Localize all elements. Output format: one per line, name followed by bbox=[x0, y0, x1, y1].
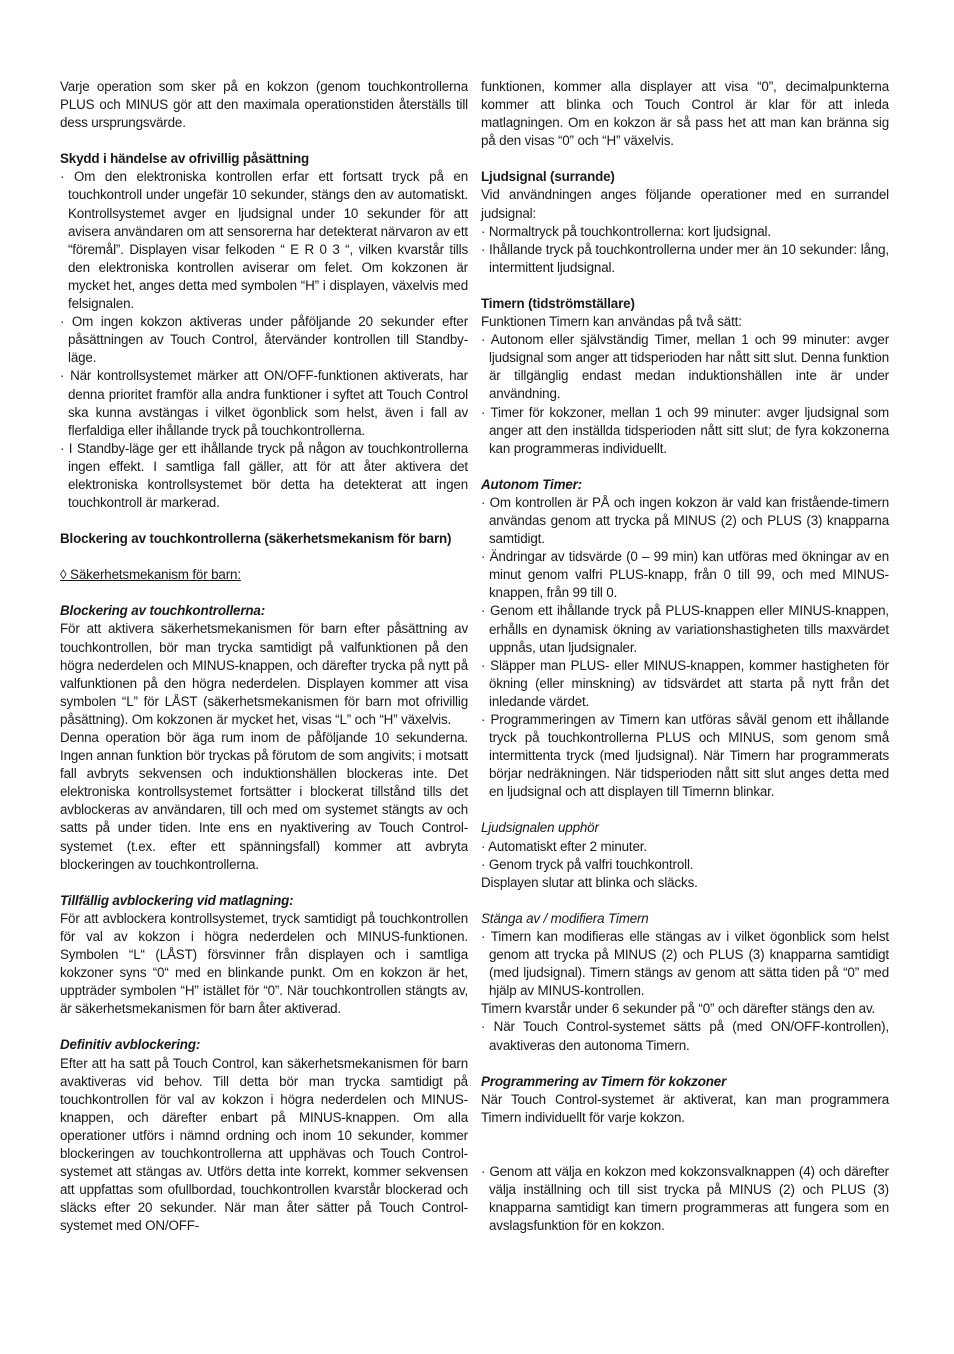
upphor-heading: Ljudsignalen upphör bbox=[481, 820, 599, 836]
prog-bullet: · Genom att välja en kokzon med kokzonsvalknappen (4) och därefter välja inställning och till sist trycka på MINUS (2) och PLUS (3) knapparna samtidigt kan timern programmeras att fungera som en avslagsfunktion för en kokzon. bbox=[481, 1163, 889, 1234]
blockering-paragraph-2: Denna operation bör äga rum inom de påföljande 10 sekunderna. Ingen annan funktion bör tryckas på förutom de som angivits; i motsatt fall avbryts sekvensen och induktionshällen blockeras inte. Det elektroniska kontrollsystemet fortsätter i blockerat tillstånd tills det avblockeras av användaren, till och med om systemet stängts av och satts på under tiden. Inte ens en nyaktivering av Touch Control-systemet (t.ex. efter ett spänningsfall) kommer att avbryta blockeringen av touchkontrollerna. bbox=[60, 730, 468, 872]
timern-intro: Funktionen Timern kan användas på två sätt: bbox=[481, 314, 742, 330]
autonom-bullet-2: · Ändringar av tidsvärde (0 – 99 min) kan utföras med ökningar av en minut genom valfri PLUS-knapp, från 0 till 99, och med MINUS-knappen, från 99 till 0. bbox=[481, 549, 889, 601]
sakerhet-label: ◊ Säkerhetsmekanism för barn: bbox=[60, 567, 241, 583]
intro-paragraph: Varje operation som sker på en kokzon (genom touchkontrollerna PLUS och MINUS gör att den maximala operationstiden återställs till dess ursprungsvärde. bbox=[60, 79, 468, 131]
block-heading: Blockering av touchkontrollerna (säkerhetsmekanism för barn) bbox=[60, 531, 452, 547]
stanga-bullet-1: · Timern kan modifieras elle stängas av i vilket ögonblick som helst genom att trycka på MINUS (2) och PLUS (3) knapparna samtidigt (med ljudsignal). Timern stängs av genom att sätta tiden på “0” med hjälp av MINUS-kontrollen. bbox=[481, 928, 889, 999]
definitiv-heading: Definitiv avblockering: bbox=[60, 1037, 201, 1053]
skydd-bullet-1: · Om den elektroniska kontrollen erfar ett fortsatt tryck på en touchkontroll under ungefär 10 sekunder, stängs den av automatiskt. Kontrollsystemet avger en ljudsignal under 10 sekunder för att avisera användaren om att sensorerna har detekterat närvaron av ett “föremål”. Displayen visar felkoden “ E R 0 3 “, vilken kvarstår tills den elektroniska kontrollen aviserar om felet. Om kokzonen är mycket het, anges detta med symbolen “H” i displayen, växelvis med felsignalen. bbox=[60, 169, 468, 312]
ljud-bullet-2: · Ihållande tryck på touchkontrollerna under mer än 10 sekunder: lång, intermittent ljudsignal. bbox=[481, 241, 889, 275]
autonom-bullet-3: · Genom ett ihållande tryck på PLUS-knappen eller MINUS-knappen, erhålls en dynamisk ökning av variationshastigheten tills maxvärdet uppnås, utan ljudsignaler. bbox=[481, 603, 889, 655]
upphor-after: Displayen slutar att blinka och släcks. bbox=[481, 874, 698, 890]
ljud-heading: Ljudsignal (surrande) bbox=[481, 169, 615, 185]
definitiv-paragraph: Efter att ha satt på Touch Control, kan säkerhetsmekanismen för barn avaktiveras vid behov. Till detta bör man trycka samtidigt på touchkontrollen för val av kokzon i högra nederdelen och MINUS-knappen, och därefter enbart på MINUS-knappen. Om alla operationer utförs i nämnd ordning och inom 10 sekunder, kommer blockeringen av touchkontrollerna att upphävas och Touch Control-systemet att stängas av. Utförs detta inte korrekt, kommer sekvensen att uppfattas som ofullbordad, touchkontrollen kvarstår blockerad och släcks efter 20 sekunder. När man åter sätter på Touch Control-systemet med ON/OFF- bbox=[60, 1055, 468, 1234]
autonom-bullet-4: · Släpper man PLUS- eller MINUS-knappen, kommer hastigheten för ökning (eller minskning) av tidsvärdet att starta på nytt från det inledande värdet. bbox=[481, 657, 889, 709]
skydd-bullet-4: · I Standby-läge ger ett ihållande tryck på någon av touchkontrollerna ingen effekt. I samtliga fall gäller, att för att åter aktivera det elektroniska kontrollsystemet bör detta ha detekterat att ingen touchkontroll är markerad. bbox=[60, 440, 468, 511]
continuation-paragraph: funktionen, kommer alla displayer att visa “0”, decimalpunkterna kommer att blinka och Touch Control är klar för att inleda matlagningen. Om en kokzon är så pass het att man kan bränna sig på den visas “0” och “H” växelvis. bbox=[481, 79, 889, 149]
stanga-bullet-2: · När Touch Control-systemet sätts på (med ON/OFF-kontrollen), avaktiveras den autonoma Timern. bbox=[481, 1019, 889, 1053]
right-column bbox=[481, 78, 889, 1235]
prog-paragraph: När Touch Control-systemet är aktiverat, kan man programmera Timern individuellt för varje kokzon. bbox=[481, 1091, 889, 1125]
tillfallig-paragraph: För att avblockera kontrollsystemet, tryck samtidigt på touchkontrollen för val av kokzon i högra nederdelen och MINUS-funktionen. Symbolen “L“ (LÅST) försvinner från displayen och i samtliga kokzoner syns “0“ med en blinkande punkt. Om en kokzon är het, uppträder symbolen “H” istället för “0”. När touchkontrollen stängts av, är säkerhetsmekanismen för barn åter aktiverad. bbox=[60, 910, 468, 1017]
skydd-bullet-3: · När kontrollsystemet märker att ON/OFF-funktionen aktiverats, har denna prioritet framför alla andra funktioner i syftet att Touch Control ska kunna avstängas i vilket ögonblick som helst, även i fall av flerfaldiga eller ihållande tryck på touchkontrollerna. bbox=[60, 368, 468, 438]
stanga-heading: Stänga av / modifiera Timern bbox=[481, 910, 649, 926]
autonom-bullet-1: · Om kontrollen är PÅ och ingen kokzon är vald kan fristående-timern användas genom att trycka på MINUS (2) och PLUS (3) knapparna samtidigt. bbox=[481, 494, 889, 547]
prog-heading: Programmering av Timern för kokzoner bbox=[481, 1073, 727, 1089]
ljud-intro: Vid användningen anges följande operationer med en surrandel judsignal: bbox=[481, 187, 889, 221]
tillfallig-heading: Tillfällig avblockering vid matlagning: bbox=[60, 892, 294, 908]
blockering-paragraph-1: För att aktivera säkerhetsmekanismen för barn efter påsättning av touchkontrollen, bör man trycka samtidigt på valfunktionen på den högra nederdelen och MINUS-knappen, och därefter trycka på nytt på valfunktionen på den högra nederdelen. Displayen kommer att visa symbolen “L” för LÅST (säkerhetsmekanismen för barn mot ofrivillig påsättning). Om kokzonen är mycket het, visas “L” och “H” växelvis. bbox=[60, 621, 468, 727]
timern-bullet-1: · Autonom eller självständig Timer, mellan 1 och 99 minuter: avger ljudsignal som anger att tidsperioden har nått sitt slut. Denna funktion är tillgänglig endast medan induktionshällen inte är under användning. bbox=[481, 332, 889, 402]
upphor-bullet-2: · Genom tryck på valfri touchkontroll. bbox=[481, 856, 694, 872]
timern-heading: Timern (tidströmställare) bbox=[481, 295, 635, 311]
timern-bullet-2: · Timer för kokzoner, mellan 1 och 99 minuter: avger ljudsignal som anger att den inställda tidsperioden nått sitt slut; de fyra kokzonerna kan programmeras individuellt. bbox=[481, 404, 889, 456]
skydd-heading: Skydd i händelse av ofrivillig påsättning bbox=[60, 151, 310, 167]
left-column bbox=[60, 78, 468, 1235]
ljud-bullet-1: · Normaltryck på touchkontrollerna: kort ljudsignal. bbox=[481, 223, 771, 239]
upphor-bullet-1: · Automatiskt efter 2 minuter. bbox=[481, 838, 647, 854]
skydd-bullet-2: · Om ingen kokzon aktiveras under påföljande 20 sekunder efter påsättningen av Touch Control, återvänder kontrollen till Standby-läge. bbox=[60, 314, 468, 366]
autonom-bullet-5: · Programmeringen av Timern kan utföras såväl genom ett ihållande tryck på touchkontrollerna PLUS och MINUS, som genom små intermittenta tryck (med ljudsignal). När Timern har programmerats börjar nedräkningen. När tidsperioden nått sitt slut anges detta med en ljudsignal och att displayen till Timernn blinkar. bbox=[481, 712, 889, 800]
stanga-paragraph: Timern kvarstår under 6 sekunder på “0” och därefter stängs den av. bbox=[481, 1001, 876, 1017]
blockering-heading: Blockering av touchkontrollerna: bbox=[60, 603, 266, 619]
autonom-heading: Autonom Timer: bbox=[481, 476, 583, 492]
